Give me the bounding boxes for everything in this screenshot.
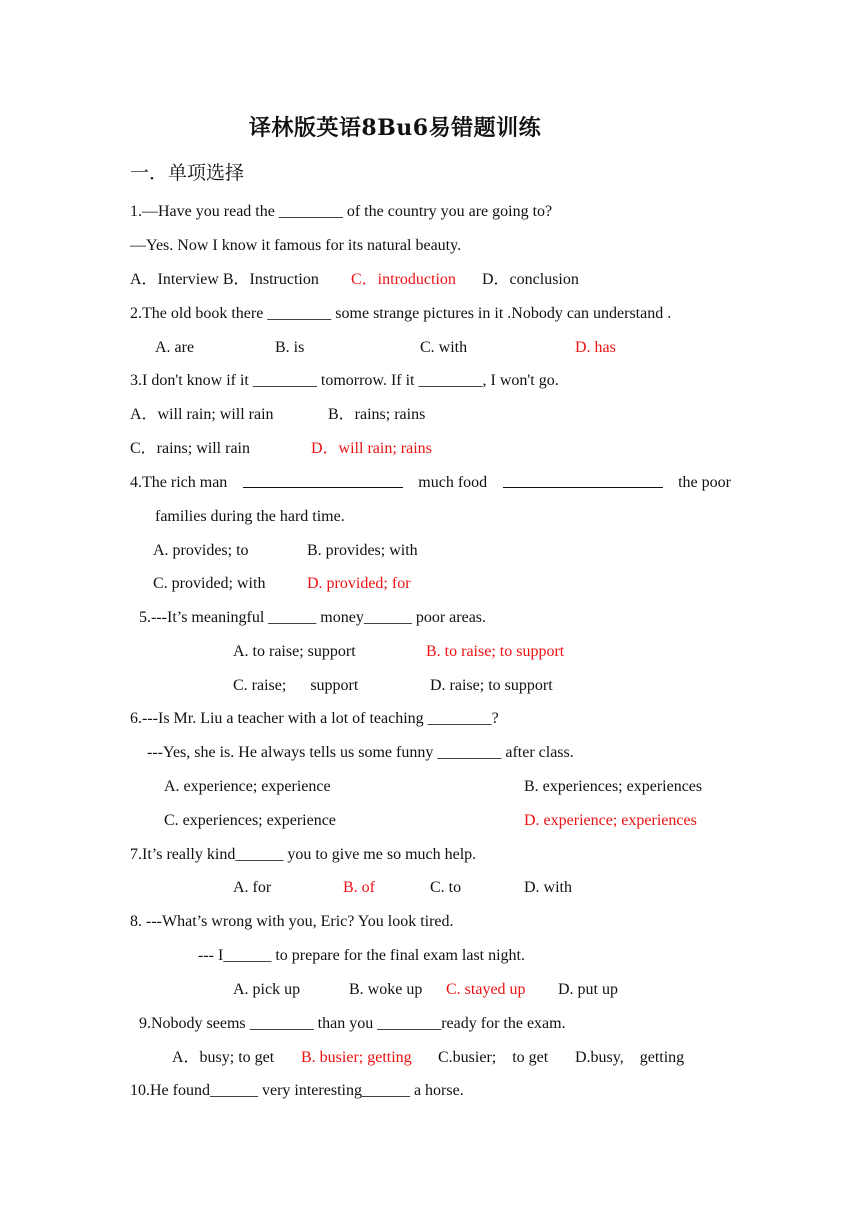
q6-stem: 6.---Is Mr. Liu a teacher with a lot of teaching ________?: [130, 710, 499, 727]
q6-option-c: C. experiences; experience: [164, 812, 336, 829]
q9-option-d: D.busy, getting: [575, 1049, 685, 1066]
q4-option-a: A. provides; to: [153, 542, 249, 559]
q7-option-d: D. with: [524, 879, 572, 896]
q3-option-a: A．will rain; will rain: [130, 406, 274, 423]
q4-stem: [130, 473, 731, 493]
q2-option-d-answer: D. has: [575, 339, 616, 356]
q8-stem: 8. ---What’s wrong with you, Eric? You look tired.: [130, 913, 454, 930]
q10-stem: 10.He found______ very interesting______ a horse.: [130, 1082, 464, 1099]
q4-stem-part1: 4.The rich man: [130, 474, 228, 491]
q4-blank-1: [243, 473, 403, 488]
q8-option-a: A. pick up: [233, 981, 301, 998]
q8-response: --- I______ to prepare for the final exam last night.: [198, 947, 525, 964]
q6-option-a: A. experience; experience: [164, 778, 331, 795]
q9-option-b-answer: B. busier; getting: [301, 1049, 412, 1066]
q1-options-ab: A．Interview B．Instruction: [130, 271, 319, 288]
q4-stem-part2: much food: [418, 474, 488, 491]
q3-stem: 3.I don't know if it ________ tomorrow. If it ________, I won't go.: [130, 372, 559, 389]
q2-option-a: A. are: [155, 339, 195, 356]
q8-option-c-answer: C. stayed up: [446, 981, 526, 998]
q2-option-b: B. is: [275, 339, 305, 356]
q4-blank-2: [503, 473, 663, 488]
q5-option-b-answer: B. to raise; to support: [426, 643, 565, 660]
q2-stem: 2.The old book there ________ some strange pictures in it .Nobody can understand .: [130, 305, 672, 322]
q4-option-b: B. provides; with: [307, 542, 418, 559]
page-title: 译林版英语8Bu6易错题训练: [248, 115, 542, 141]
section-heading: 一．单项选择: [130, 162, 245, 184]
q6-option-d-answer: D. experience; experiences: [524, 812, 697, 829]
q6-option-b: B. experiences; experiences: [524, 778, 703, 795]
q3-option-b: B．rains; rains: [328, 406, 426, 423]
q4-option-d-answer: D. provided; for: [307, 575, 411, 592]
q1-option-c-answer: C．introduction: [351, 271, 456, 288]
q1-stem: 1.—Have you read the ________ of the country you are going to?: [130, 203, 553, 220]
q5-stem: 5.---It’s meaningful ______ money______ poor areas.: [139, 609, 487, 626]
q5-option-c: C. raise; support: [233, 677, 359, 694]
q3-option-d-answer: D．will rain; rains: [311, 440, 432, 457]
q4-option-c: C. provided; with: [153, 575, 266, 592]
q6-response: ---Yes, she is. He always tells us some funny ________ after class.: [147, 744, 574, 761]
q2-option-c: C. with: [420, 339, 468, 356]
q4-stem-continued: families during the hard time.: [155, 508, 345, 525]
q9-stem: 9.Nobody seems ________ than you ________ready for the exam.: [139, 1015, 566, 1032]
q7-option-a: A. for: [233, 879, 272, 896]
q7-stem: 7.It’s really kind______ you to give me so much help.: [130, 846, 477, 863]
q1-response: —Yes. Now I know it famous for its natural beauty.: [130, 237, 462, 254]
q8-option-d: D. put up: [558, 981, 618, 998]
q5-option-a: A. to raise; support: [233, 643, 356, 660]
q7-option-c: C. to: [430, 879, 462, 896]
q4-stem-part3: the poor: [678, 474, 731, 491]
q7-option-b-answer: B. of: [343, 879, 375, 896]
q3-option-c: C．rains; will rain: [130, 440, 250, 457]
q9-option-c: C.busier; to get: [438, 1049, 549, 1066]
q5-option-d: D. raise; to support: [430, 677, 553, 694]
q1-option-d: D．conclusion: [482, 271, 579, 288]
q9-option-a: A．busy; to get: [172, 1049, 275, 1066]
q8-option-b: B. woke up: [349, 981, 423, 998]
